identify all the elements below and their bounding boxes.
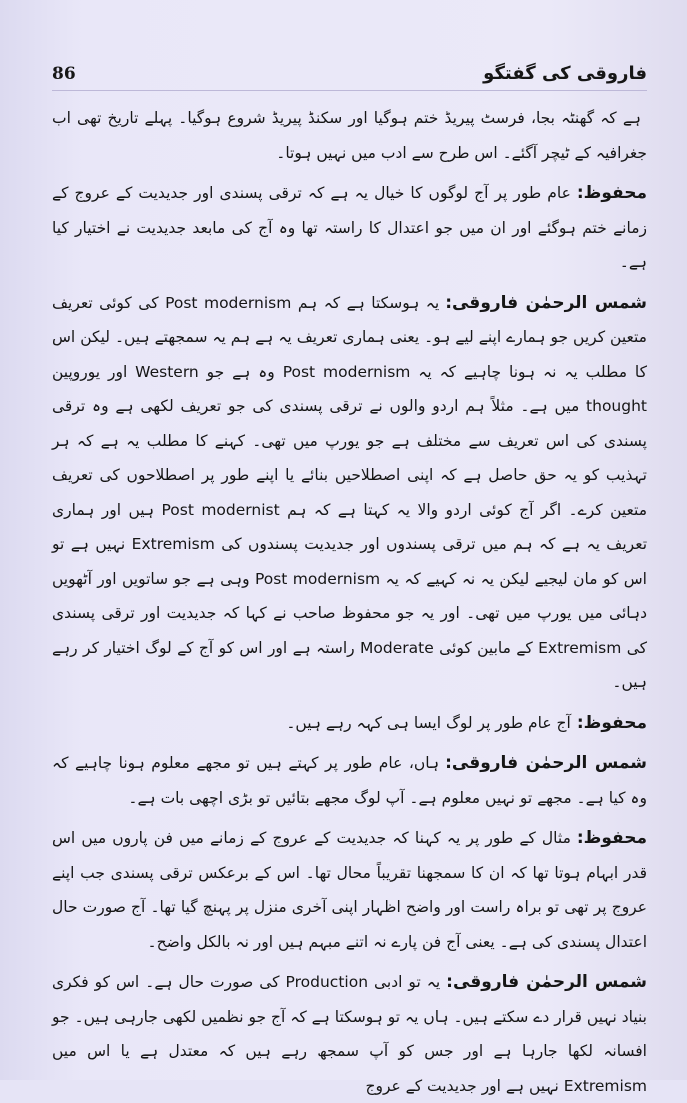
speaker-label: محفوظ: bbox=[576, 712, 647, 733]
running-title: فاروقی کی گفتگو bbox=[483, 63, 647, 84]
paragraph bbox=[52, 101, 647, 170]
paragraph-text: یہ ہوسکتا ہے کہ ہم Post modernism کی کوئی تعریف متعین کریں جو ہمارے اپنے لیے ہو۔ یعنی ہماری تعریف یہ ہے ہم یہ سمجھتے ہیں۔ لیکن اس کا مطلب یہ نہ ہونا چاہیے کہ یہ Post modernism وہ ہے جو Western اور یوروپین thought میں ہے۔ مثلاً ہم اردو والوں نے ترقی پسندی کی جو تعریف لکھی ہے وہ ترقی پسندی کی اس تعریف سے مختلف ہے جو یورپ میں تھی۔ کہنے کا مطلب یہ ہے کہ ہر تہذیب کو یہ حق حاصل ہے کہ اپنی اصطلاحیں بنائے یا اپنے طور پر اصطلاحوں کی تعریف متعین کرے۔ اگر آج کوئی اردو والا یہ کہتا ہے کہ ہم Post modernist ہیں اور ہماری تعریف یہ ہے کہ ہم میں ترقی پسندوں اور جدیدیت پسندوں کی Extremism نہیں ہے تو اس کو مان لیجیے لیکن یہ نہ کہیے کہ یہ Post modernism وہی ہے جو ساتویں اور آٹھویں دہائی میں یورپ میں تھی۔ اور یہ جو محفوظ صاحب نے کہا کہ جدیدیت اور ترقی پسندی کی Extremism کے مابین کوئی Moderate راستہ ہے اور اس کو آج کے لوگ اختیار کر رہے ہیں۔ bbox=[52, 293, 648, 691]
speaker-label: شمس الرحمٰن فاروقی: bbox=[445, 292, 647, 313]
page-body bbox=[52, 101, 647, 1103]
paragraph-text: عام طور پر آج لوگوں کا خیال یہ ہے کہ ترقی پسندی اور جدیدیت کے عروج کے زمانے ختم ہوگئے اور ان میں جو اعتدال کا راستہ تھا وہ آج کی مابعد جدیدیت نے اختیار کیا ہے۔ bbox=[52, 184, 647, 271]
paragraph-text: ہے کہ گھنٹہ بجا، فرسٹ پیریڈ ختم ہوگیا اور سکنڈ پیریڈ شروع ہوگیا۔ پہلے تاریخ تھی اب جغرافیہ کے ٹیچر آگئے۔ اس طرح سے ادب میں نہیں ہوتا۔ bbox=[52, 109, 647, 162]
speaker-label: محفوظ: bbox=[576, 183, 647, 203]
paragraph bbox=[52, 706, 647, 741]
page-header bbox=[52, 48, 647, 91]
paragraph-text: مثال کے طور پر یہ کہنا کہ جدیدیت کے عروج کے زمانے میں فن پاروں میں اس قدر ابہام ہوتا تھا کہ ان کا سمجھنا تقریباً محال تھا۔ اس کے برعکس ترقی پسندی جب اپنے عروج پر تھی تو براہ راست اور واضح اظہار اپنی آخری منزل پر پہنچ گیا تھا۔ آج صورت حال اعتدال پسندی کی ہے۔ یعنی آج فن پارے نہ اتنے مبہم ہیں اور نہ بالکل واضح۔ bbox=[52, 829, 647, 951]
paragraph bbox=[52, 821, 647, 959]
paragraph bbox=[52, 746, 647, 815]
speaker-label: محفوظ: bbox=[576, 828, 647, 848]
speaker-label: شمس الرحمٰن فاروقی: bbox=[446, 972, 647, 992]
paragraph bbox=[52, 965, 647, 1103]
speaker-label: شمس الرحمٰن فاروقی: bbox=[445, 753, 647, 773]
paragraph-text: آج عام طور پر لوگ ایسا ہی کہہ رہے ہیں۔ bbox=[286, 713, 571, 732]
paragraph-text: یہ تو ادبی Production کی صورت حال ہے۔ اس کو فکری بنیاد نہیں قرار دے سکتے ہیں۔ ہاں یہ تو ہوسکتا ہے کہ آج جو نظمیں لکھی جارہی ہیں۔ جو افسانہ لکھا جارہا ہے اور جس کو آپ سمجھ رہے ہیں کہ معتدل ہے یا اس میں Extremism نہیں ہے اور جدیدیت کے عروج bbox=[52, 973, 647, 1095]
paragraph bbox=[52, 286, 647, 700]
page-number: 86 bbox=[52, 64, 76, 84]
paragraph-text: ہاں، عام طور پر کہتے ہیں تو مجھے معلوم ہونا چاہیے کہ وہ کیا ہے۔ مجھے تو نہیں معلوم ہے۔ آپ لوگ مجھے بتائیں تو بڑی اچھی بات ہے۔ bbox=[52, 754, 647, 807]
paragraph bbox=[52, 176, 647, 280]
